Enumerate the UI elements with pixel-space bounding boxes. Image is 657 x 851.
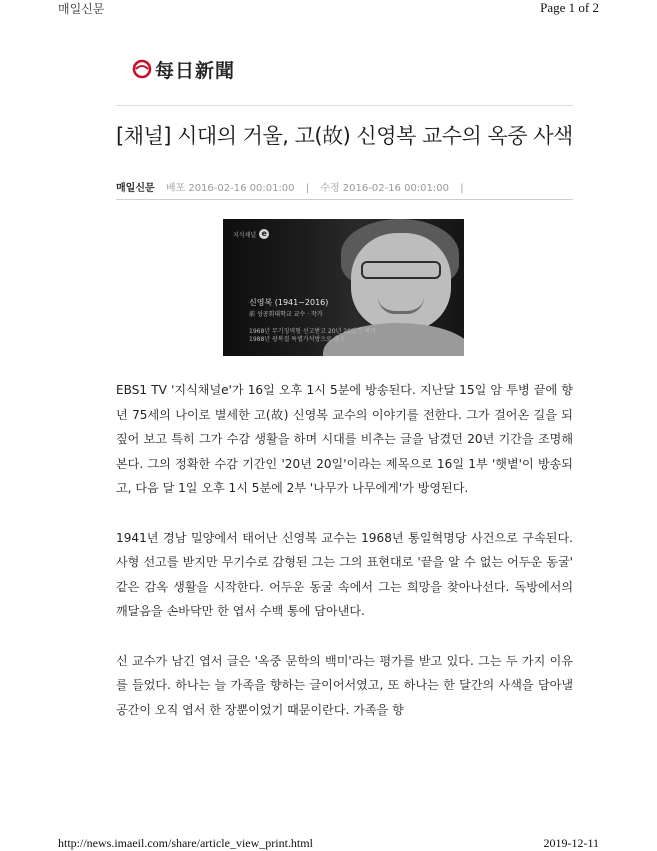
meta-separator: | bbox=[460, 183, 464, 194]
portrait-glasses bbox=[361, 261, 441, 279]
article-paragraph: 1941년 경남 밀양에서 태어난 신영복 교수는 1968년 통일혁명당 사건으로 구속된다. 사형 선고를 받지만 무기수로 감형된 그는 그의 표현대로 '끝을 알 수 없는 어두운 동굴' 같은 감옥 생활을 시작한다. 어두운 동굴 속에서 그는 희망을 찾아나선다. 독방에서의 깨달음을 손바닥만 한 엽서 수백 통에 담아낸다. bbox=[116, 530, 573, 619]
header-divider bbox=[116, 105, 573, 106]
photo-channel-text: 지식채널 bbox=[233, 231, 257, 239]
published-date: 배포 2016-02-16 00:01:00 bbox=[165, 183, 295, 194]
newspaper-logo[interactable] bbox=[131, 57, 235, 81]
portrait-face bbox=[351, 233, 451, 331]
article-photo bbox=[223, 219, 464, 356]
photo-caption-line: 1988년 광복절 특별가석방으로 출소 bbox=[249, 336, 346, 343]
meta-divider bbox=[116, 199, 573, 200]
print-footer-date: 2019-12-11 bbox=[543, 836, 599, 850]
print-header-site: 매일신문 bbox=[58, 2, 105, 16]
article-paragraph: 신 교수가 남긴 엽서 글은 '옥중 문학의 백미'라는 평가를 받고 있다. 그는 두 가지 이유를 들었다. 하나는 늘 가족을 향하는 글이어서였고, 또 하나는 한 달간의 사색을 담아낼 공간이 오직 엽서 한 장뿐이었기 때문이란다. 가족을 향 bbox=[116, 653, 573, 717]
article-meta bbox=[116, 179, 472, 194]
photo-channel-mark bbox=[233, 229, 269, 239]
modified-date: 수정 2016-02-16 00:01:00 bbox=[320, 183, 450, 194]
article-source: 매일신문 bbox=[116, 183, 155, 194]
photo-caption-title: 前 성공회대학교 교수 · 작가 bbox=[249, 311, 323, 318]
meta-separator: | bbox=[305, 183, 310, 194]
channel-e-icon: e bbox=[259, 229, 269, 239]
logo-mark-icon bbox=[131, 59, 153, 79]
article-body bbox=[116, 378, 573, 747]
photo-caption-name: 신영복 (1941~2016) bbox=[249, 298, 329, 307]
logo-text: 每日新聞 bbox=[155, 59, 236, 82]
photo-caption-line: 1968년 무기징역형 선고받고 20년 20일간 복역 bbox=[249, 328, 377, 335]
article-paragraph: EBS1 TV '지식채널e'가 16일 오후 1시 5분에 방송된다. 지난달 15일 암 투병 끝에 향년 75세의 나이로 별세한 고(故) 신영복 교수의 이야기를 전한다. 그가 걸어온 길을 되짚어 보고 특히 그가 수감 생활을 하며 시대를 비추는 글을 남겼던 20년 기간을 조명해본다. 그의 정확한 수감 기간인 '20년 20일'이라는 제목으로 16일 1부 '햇볕'이 방송되고, 다음 달 1일 오후 1시 5분에 2부 '나무가 나무에게'가 방영된다. bbox=[116, 383, 573, 496]
article-headline: [채널] 시대의 거울, 고(故) 신영복 교수의 옥중 사색 bbox=[116, 124, 573, 148]
print-header-page-number: Page 1 of 2 bbox=[540, 0, 599, 15]
print-footer-url: http://news.imaeil.com/share/article_view_print.html bbox=[58, 836, 313, 850]
